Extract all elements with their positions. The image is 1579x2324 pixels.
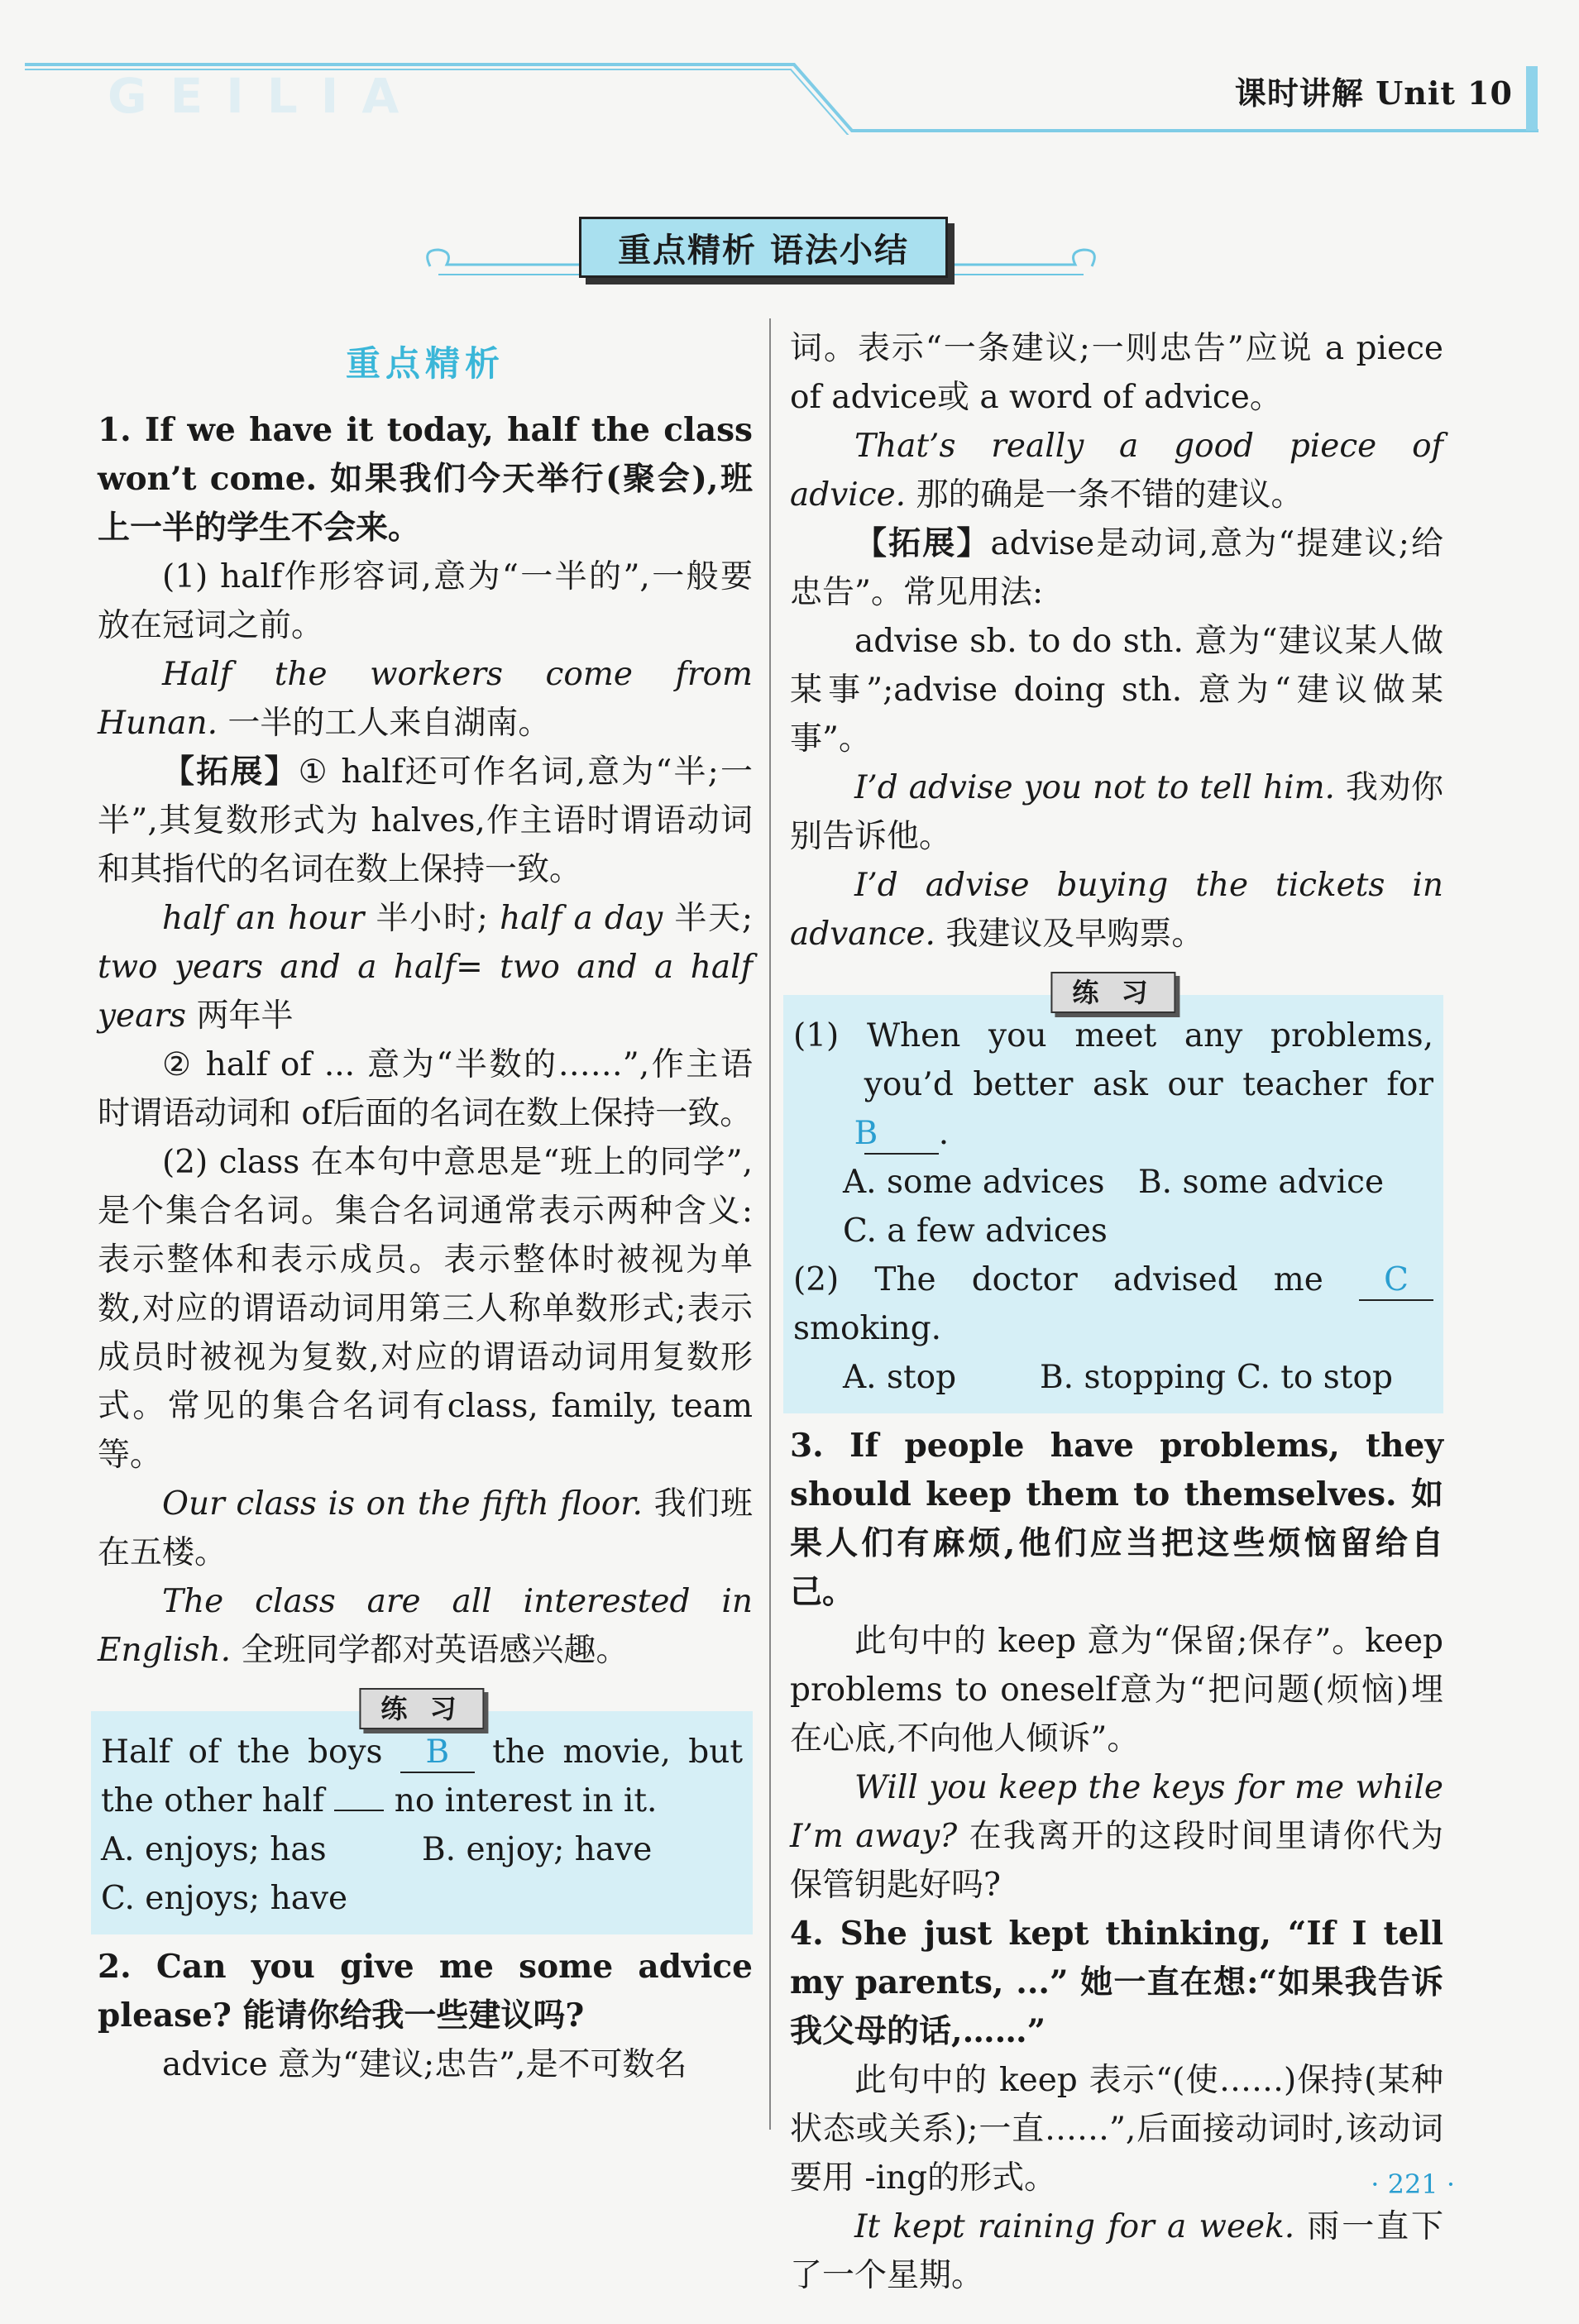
option-a: A. enjoys; has — [101, 1831, 327, 1868]
option-b: B. stopping — [1040, 1359, 1227, 1396]
practice-question — [101, 1728, 743, 1825]
example-zh: 那的确是一条不错的建议。 — [916, 476, 1304, 514]
example-zh: 一半的工人来自湖南。 — [227, 705, 551, 742]
extension-label: 【拓展】 — [854, 524, 991, 562]
item2-title: 2. Can you give me some advice please? 能请你给我一些建议吗? — [98, 1948, 753, 2035]
question-text: Half of the boys — [101, 1733, 383, 1771]
answer-blank: B — [400, 1733, 475, 1773]
item1-title: 1. If we have it today, half the class won’t come. 如果我们今天举行(聚会),班上一半的学生不会来。 — [98, 411, 753, 547]
practice-tag: 练 习 — [1050, 972, 1175, 1013]
empty-blank — [334, 1810, 384, 1811]
practice-question — [793, 1255, 1433, 1353]
option-c: C. to stop — [1237, 1359, 1393, 1396]
example — [790, 2202, 1443, 2300]
page-number: · 221 · — [1371, 2169, 1455, 2200]
banner-title: 重点精析 语法小结 — [579, 217, 948, 278]
section-title: 重点精析 — [345, 343, 505, 384]
example-en: That’s really a good piece of advice. — [790, 428, 1443, 514]
example-en: Will you keep the keys for me while I’m away? — [790, 1769, 1443, 1855]
example-en: I’d advise you not to tell him. — [854, 769, 1335, 806]
example-zh: 全班同学都对英语感兴趣。 — [241, 1632, 629, 1669]
practice-tag: 练 习 — [359, 1688, 484, 1729]
example — [98, 894, 753, 1040]
question-text: no interest in it. — [394, 1782, 658, 1820]
section-banner — [414, 217, 1108, 291]
question-text: smoking. — [793, 1310, 942, 1347]
example — [790, 861, 1443, 959]
extension-text: advise是动词,意为“提建议;给忠告”。常见用法: — [790, 525, 1443, 611]
column-divider — [769, 318, 771, 2130]
example-en: I’d advise buying the tickets in advance. — [790, 867, 1443, 953]
example-en: half an hour — [162, 900, 365, 937]
example-en: half a day — [500, 900, 663, 937]
paragraph: (1) half作形容词,意为“一半的”,一般要放在冠词之前。 — [98, 558, 753, 644]
header-title: 课时讲解 Unit 10 — [1234, 74, 1513, 112]
example-zh: 两年半 — [196, 997, 294, 1035]
option-b: B. enjoy; have — [422, 1831, 653, 1868]
paragraph: (2) class 在本句中意思是“班上的同学”,是个集合名词。集合名词通常表示两种含义:表示整体和表示成员。表示整体时被视为单数,对应的谓语动词用第三人称单数形式;表示成员时被视为复数,对应的谓语动词用复数形式。常见的集合名词有class, family, team等。 — [98, 1144, 753, 1474]
example-en: Half the workers come from Hunan. — [98, 656, 753, 742]
example-en: two years and a half= two and a half years — [98, 949, 753, 1035]
option-b: B. some advice — [1138, 1164, 1385, 1201]
extension-label: 【拓展】 — [162, 753, 299, 791]
example-en: It kept raining for a week. — [854, 2208, 1295, 2245]
answer-blank: C — [1359, 1261, 1433, 1301]
option-a: A. some advices — [843, 1164, 1105, 1201]
example-zh: 我建议及早购票。 — [945, 916, 1204, 953]
option-c: C. a few advices — [843, 1212, 1108, 1250]
options-row — [101, 1825, 743, 1874]
paragraph: ② half of ... 意为“半数的……”,作主语时谓语动词和 of后面的名词在数上保持一致。 — [98, 1046, 753, 1132]
option-c: C. enjoys; have — [101, 1880, 348, 1917]
paragraph: 词。表示“一条建议;一则忠告”应说 a piece of advice或 a word of advice。 — [790, 330, 1443, 416]
example-zh: 我们班在五楼。 — [98, 1485, 753, 1571]
practice-box — [91, 1693, 753, 1934]
paragraph: advice 意为“建议;忠告”,是不可数名 — [162, 2046, 687, 2083]
item4-title: 4. She just kept thinking, “If I tell my parents, ...” 她一直在想:“如果我告诉我父母的话,……” — [790, 1915, 1443, 2050]
extension — [98, 748, 753, 894]
header-watermark: GEILIA — [108, 68, 423, 124]
example-zh: 半小时; — [376, 900, 488, 937]
example — [98, 650, 753, 748]
example-en: The class are all interested in English. — [98, 1583, 753, 1669]
question-text: (1) When you meet any problems, you’d better ask our teacher for — [793, 1017, 1433, 1103]
question-text: (2) The doctor advised me — [793, 1261, 1323, 1298]
question-text: the movie, but the other half — [101, 1733, 743, 1820]
example — [790, 763, 1443, 861]
item3-title: 3. If people have problems, they should keep them to themselves. 如果人们有麻烦,他们应当把这些烦恼留给自己。 — [790, 1427, 1443, 1611]
example — [790, 422, 1443, 519]
example-en: Our class is on the fifth floor. — [162, 1485, 643, 1523]
example-zh: 在我离开的这段时间里请你代为保管钥匙好吗? — [790, 1818, 1443, 1904]
extension — [790, 519, 1443, 617]
example-zh: 我劝你别告诉他。 — [790, 769, 1443, 855]
option-a: A. stop — [843, 1359, 957, 1396]
practice-box — [783, 977, 1443, 1413]
extension-text: ① half还可作名词,意为“半;一半”,其复数形式为 halves,作主语时谓语动词和其指代的名词在数上保持一致。 — [98, 753, 753, 888]
paragraph: advise sb. to do sth. 意为“建议某人做某事”;advise doing sth. 意为“建议做某事”。 — [790, 623, 1443, 758]
example-zh: 雨一直下了一个星期。 — [790, 2208, 1443, 2294]
example — [98, 1480, 753, 1577]
example — [790, 1763, 1443, 1910]
paragraph: 此句中的 keep 表示“(使……)保持(某种状态或关系);一直……”,后面接动词时,该动词要用 -ing的形式。 — [790, 2062, 1443, 2197]
paragraph: 此句中的 keep 意为“保留;保存”。keep problems to oneself意为“把问题(烦恼)埋在心底,不向他人倾诉”。 — [790, 1623, 1443, 1757]
options-row — [793, 1353, 1433, 1402]
example-zh: 半天; — [674, 900, 753, 937]
options-row — [793, 1158, 1433, 1207]
practice-question: (1) When you meet any problems, you’d better ask our teacher for B . — [793, 1011, 1433, 1158]
answer-blank: B — [864, 1115, 939, 1155]
header-tab — [1526, 66, 1538, 131]
right-column — [790, 324, 1443, 2300]
example — [98, 1577, 753, 1675]
left-column — [98, 314, 753, 2089]
